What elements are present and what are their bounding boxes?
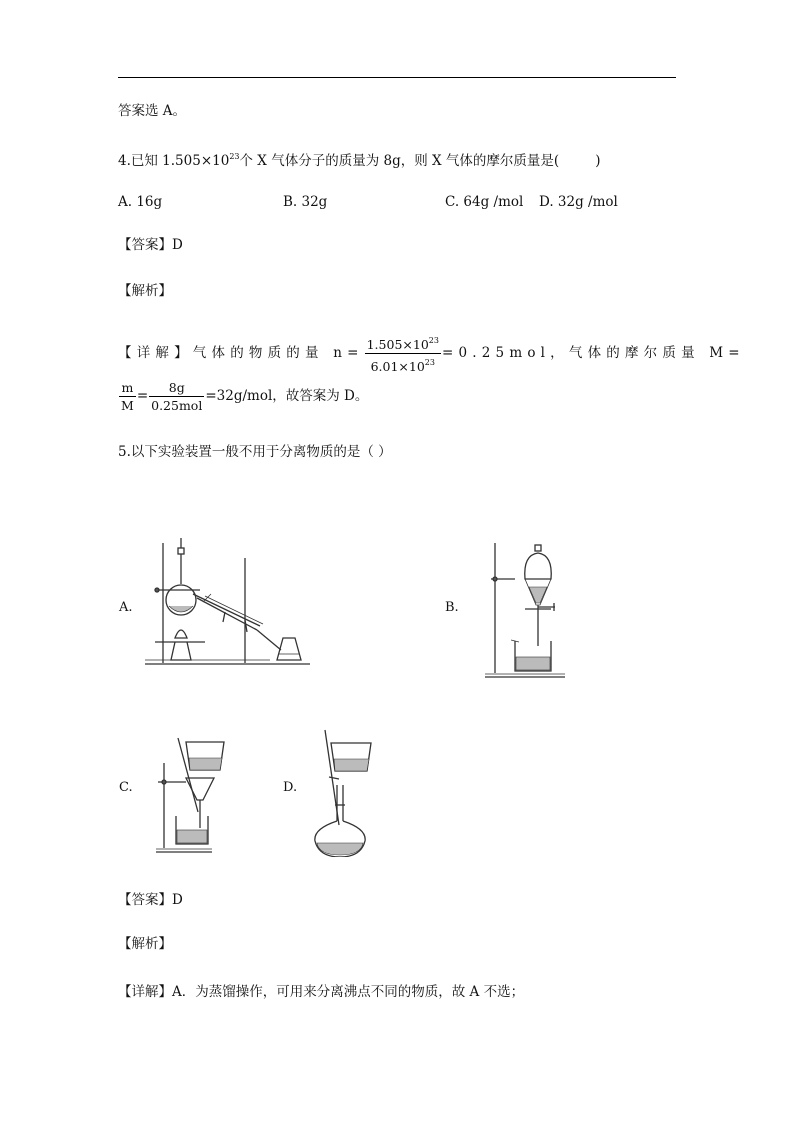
option-b: B. 32g xyxy=(283,194,328,210)
question-5-stem: 5.以下实验装置一般不用于分离物质的是（ ） xyxy=(118,444,392,460)
option-a: A. 16g xyxy=(118,194,163,210)
question-4-answer: 【答案】D xyxy=(118,237,183,253)
header-rule xyxy=(118,77,676,78)
figure-d-label: D. xyxy=(283,780,298,795)
previous-answer-conclusion: 答案选 A。 xyxy=(118,103,187,119)
fraction-moles: $\frac{1.505\times 10^{23}}{6.01\times 10^{23}}$ xyxy=(365,333,441,374)
figure-c-label: C. xyxy=(119,780,133,795)
figure-a-label: A. xyxy=(119,600,133,615)
separatory-funnel-figure xyxy=(485,541,570,681)
question-4-stem: 4.已知 $1.505\times 10^{23}$个 X 气体分子的质量为 8g，则 X 气体的摩尔质量是( ) xyxy=(118,152,601,169)
question-5-answer: 【答案】D xyxy=(118,892,183,908)
question-4-detail-line-1: 【详解】气体的物质的量 n= $\frac{1.505\times 10^{23}}{6.01\times 10^{23}}$ =0.25mol，气体的摩尔质量 M= xyxy=(118,333,745,374)
question-4-analysis-heading: 【解析】 xyxy=(118,283,172,299)
distillation-apparatus-figure xyxy=(145,538,325,673)
fraction-8g-over-moles: $\frac{8g}{\text{0.25mol}}$ xyxy=(151,380,203,413)
question-5-analysis-heading: 【解析】 xyxy=(118,936,172,952)
question-4-detail-line-2: $\frac{m}{M}$ = $\frac{8g}{\text{0.25mol}}$ =32g/mol，故答案为 D。 xyxy=(121,380,369,413)
figure-b-label: B. xyxy=(445,600,459,615)
filtration-figure xyxy=(152,728,232,856)
volumetric-flask-figure xyxy=(305,725,385,857)
fraction-m-over-M: $\frac{m}{M}$ xyxy=(121,380,134,413)
question-5-detail: 【详解】A．为蒸馏操作，可用来分离沸点不同的物质，故 A 不选； xyxy=(118,984,525,1000)
option-d: D. 32g /mol xyxy=(539,194,618,210)
option-c: C. 64g /mol xyxy=(445,194,524,210)
